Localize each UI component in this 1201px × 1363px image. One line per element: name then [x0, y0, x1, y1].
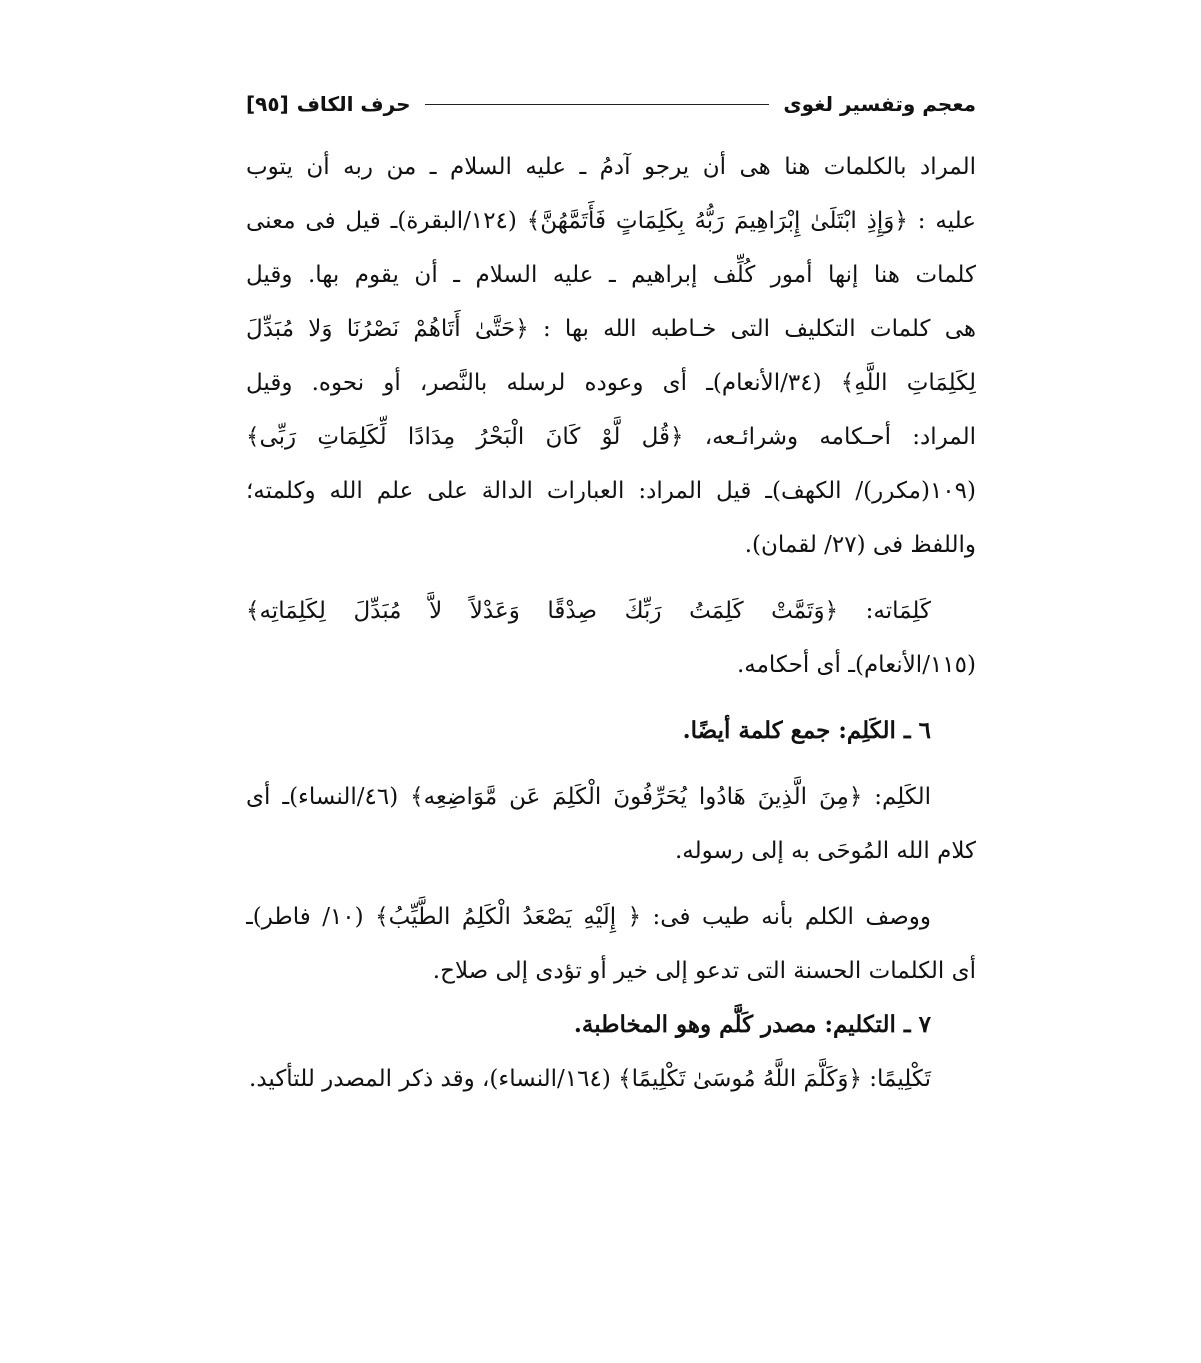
text-line: هى كلمات التكليف التى خـاطبه الله بها : ﴿حَتَّىٰ أَتَاهُمْ نَصْرُنَا وَلا مُبَدِّلَ — [246, 316, 976, 342]
paragraph-gap — [246, 692, 976, 704]
text-line: كلام الله المُوحَى به إلى رسوله. — [675, 838, 976, 864]
text-line: الكَلِم: ﴿مِنَ الَّذِينَ هَادُوا يُحَرِّفُونَ الْكَلِمَ عَن مَّوَاضِعِه﴾ (٤٦/النساء)ـ أى — [246, 784, 932, 810]
running-header — [246, 88, 976, 120]
text-line: كَلِمَاته: ﴿وَتَمَّتْ كَلِمَتُ رَبِّكَ صِدْقًا وَعَدْلاً لاَّ مُبَدِّلَ لِكَلِمَاتِه﴾ — [246, 598, 931, 624]
text-line: واللفظ فى (٢٧/ لقمان). — [744, 532, 976, 558]
body-text — [246, 140, 976, 1106]
text-line: المراد بالكلمات هنا هى أن يرجو آدمُ ـ عليه السلام ـ من ربه أن يتوب — [246, 154, 976, 180]
text-line: عليه : ﴿وَإِذِ ابْتَلَىٰ إِبْرَاهِيمَ رَبُّهُ بِكَلِمَاتٍ فَأَتَمَّهُنَّ﴾ (١٢٤/البقرة)ـ قيل فى معنى — [246, 208, 976, 234]
paragraph-gap — [246, 758, 976, 770]
text-line: لِكَلِمَاتِ اللَّهِ﴾ (٣٤/الأنعام)ـ أى وعوده لرسله بالنَّصر، أو نحوه. وقيل — [246, 370, 976, 396]
header-rule — [425, 104, 770, 105]
text-line: كلمات هنا إنها أمور كُلِّف إبراهيم ـ عليه السلام ـ أن يقوم بها. وقيل — [246, 262, 976, 288]
chapter-group — [246, 92, 411, 116]
text-line: المراد: أحـكامه وشرائـعه، ﴿قُل لَّوْ كَانَ الْبَحْرُ مِدَادًا لِّكَلِمَاتِ رَبِّى﴾ — [246, 424, 976, 450]
section-heading: ٦ ـ الكَلِم: جمع كلمة أيضًا. — [682, 717, 931, 744]
text-line: تَكْلِيمًا: ﴿وَكَلَّمَ اللَّهُ مُوسَىٰ تَكْلِيمًا﴾ (١٦٤/النساء)، وقد ذكر المصدر للتأكيد. — [249, 1066, 931, 1092]
text-line: (١١٥/الأنعام)ـ أى أحكامه. — [736, 652, 976, 678]
text-line: (١٠٩(مكرر)/ الكهف)ـ قيل المراد: العبارات الدالة على علم الله وكلمته؛ — [246, 478, 976, 504]
text-line: ووصف الكلم بأنه طيب فى: ﴿ إِلَيْهِ يَصْعَدُ الْكَلِمُ الطَّيِّبُ﴾ (١٠/ فاطر)ـ — [246, 904, 931, 930]
paragraph-gap — [246, 878, 976, 890]
text-line: أى الكلمات الحسنة التى تدعو إلى خير أو تؤدى إلى صلاح. — [432, 958, 976, 984]
page-number: [٩٥] — [246, 92, 289, 116]
paragraph-gap — [246, 572, 976, 584]
section-heading: ٧ ـ التكليم: مصدر كَلَّم وهو المخاطبة. — [573, 1011, 931, 1038]
book-title: معجم وتفسير لغوى — [783, 92, 976, 116]
chapter-label: حرف الكاف — [296, 92, 411, 116]
